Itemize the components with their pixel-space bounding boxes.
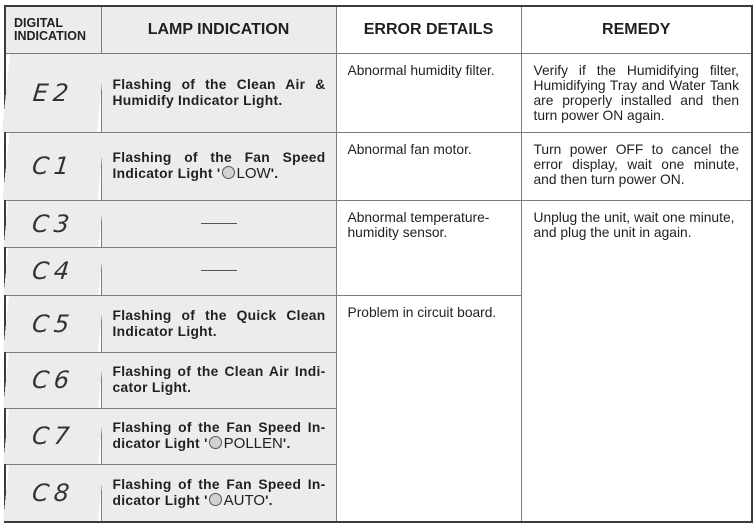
digital-code: C4 (2, 247, 103, 295)
lamp-indication-none (101, 247, 336, 295)
error-detail: Abnormal temperature-humidity sensor. (336, 200, 521, 295)
remedy: Unplug the unit, wait one minute, and plug the unit in again. (521, 200, 752, 522)
digital-code: C5 (2, 295, 104, 352)
error-detail: Problem in circuit board. (336, 295, 521, 522)
digital-code: C8 (2, 464, 104, 522)
table-row (5, 53, 752, 132)
remedy: Verify if the Humidifying filter, Humidifying Tray and Water Tank are properly installed and then turn power ON again. (521, 53, 752, 132)
lamp-indication: Flashing of the Clean Air & Humidify Indicator Light. (101, 53, 336, 132)
error-detail: Abnormal fan motor. (336, 132, 521, 200)
table-row (5, 200, 752, 247)
indicator-light-icon (222, 166, 235, 179)
dash-line (201, 223, 237, 224)
indicator-light-icon (209, 436, 222, 449)
header-digital-indication: DIGITAL INDICATION (5, 6, 101, 53)
table-row (5, 132, 752, 200)
header-error-details: ERROR DETAILS (336, 6, 521, 53)
indicator-light-icon (209, 493, 222, 506)
dash-line (201, 270, 237, 271)
lamp-indication-none (101, 200, 336, 247)
digital-code: C7 (2, 408, 104, 464)
remedy: Turn power OFF to cancel the error display, wait one minute, and then turn power ON. (521, 132, 752, 200)
digital-code: C3 (3, 200, 104, 247)
digital-code: C6 (2, 352, 104, 408)
lamp-indication: Flashing of the Fan Speed Indicator Light ' LOW'. (101, 132, 336, 200)
lamp-indication: Flashing of the Clean Air Indi-cator Light. (101, 352, 336, 408)
fan-mode-label: LOW (236, 165, 271, 182)
error-code-table (4, 5, 753, 523)
header-remedy: REMEDY (521, 6, 752, 53)
lamp-indication: Flashing of the Quick Clean Indicator Light. (101, 295, 336, 352)
header-row (5, 6, 752, 53)
fan-mode-label: AUTO (223, 491, 266, 509)
error-detail: Abnormal humidity filter. (336, 53, 521, 132)
header-lamp-indication: LAMP INDICATION (101, 6, 336, 53)
lamp-indication: Flashing of the Fan Speed In-dicator Light ' AUTO'. (101, 464, 336, 522)
fan-mode-label: POLLEN (223, 435, 283, 452)
digital-code: E2 (1, 53, 105, 132)
digital-code: C1 (1, 132, 104, 200)
lamp-indication: Flashing of the Fan Speed In-dicator Light ' POLLEN'. (101, 408, 336, 464)
